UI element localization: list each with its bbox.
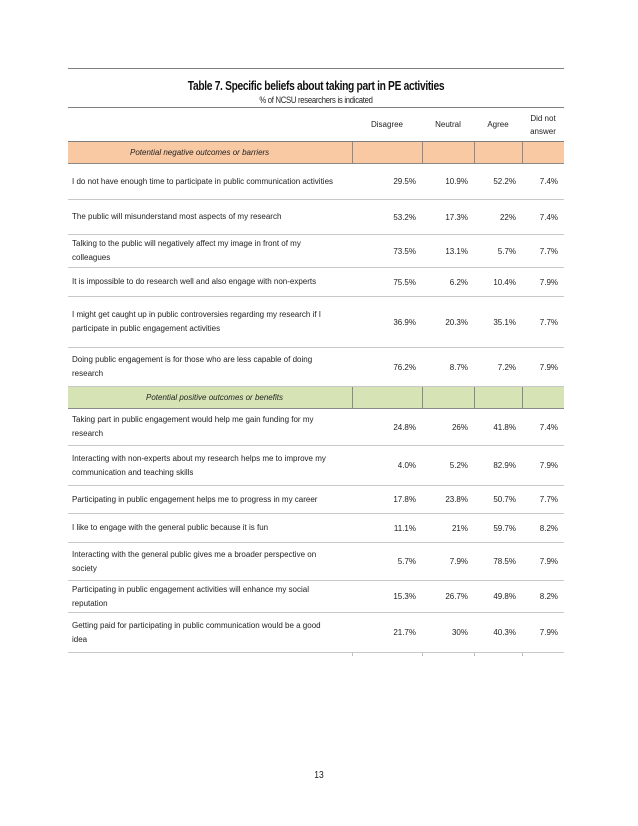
table-row xyxy=(68,200,564,235)
neutral-cell: 20.3% xyxy=(422,297,474,348)
table-subtitle: % of NCSU researchers is indicated xyxy=(259,95,373,105)
disagree-cell: 29.5% xyxy=(352,164,422,200)
disagree-cell: 75.5% xyxy=(352,268,422,297)
header-neutral: Neutral xyxy=(422,108,474,142)
table-row xyxy=(68,268,564,297)
section-cell xyxy=(352,142,422,164)
beliefs-table xyxy=(68,107,564,656)
section-cell xyxy=(422,387,474,409)
neutral-cell: 5.2% xyxy=(422,446,474,486)
statement-cell: I like to engage with the general public because it is fun xyxy=(68,514,352,543)
did-not-answer-cell: 7.9% xyxy=(522,543,564,581)
disagree-cell: 4.0% xyxy=(352,446,422,486)
header-disagree: Disagree xyxy=(352,108,422,142)
agree-cell: 59.7% xyxy=(474,514,522,543)
header-blank xyxy=(68,108,352,142)
did-not-answer-cell: 7.9% xyxy=(522,268,564,297)
table-row xyxy=(68,348,564,387)
table-row xyxy=(68,543,564,581)
agree-cell: 10.4% xyxy=(474,268,522,297)
neutral-cell: 30% xyxy=(422,613,474,653)
table-row xyxy=(68,514,564,543)
statement-cell: Interacting with non-experts about my research helps me to improve my communication and teaching skills xyxy=(68,446,352,486)
header-did-not-answer xyxy=(522,108,564,142)
neutral-cell: 26% xyxy=(422,409,474,446)
agree-cell: 5.7% xyxy=(474,235,522,268)
did-not-answer-cell: 7.9% xyxy=(522,348,564,387)
table-title: Table 7. Specific beliefs about taking part in PE activities xyxy=(187,79,445,93)
table-row xyxy=(68,164,564,200)
disagree-cell: 24.8% xyxy=(352,409,422,446)
did-not-answer-cell: 7.7% xyxy=(522,235,564,268)
footer-cell xyxy=(68,653,352,657)
statement-cell: Doing public engagement is for those who are less capable of doing research xyxy=(68,348,352,387)
neutral-cell: 13.1% xyxy=(422,235,474,268)
agree-cell: 78.5% xyxy=(474,543,522,581)
did-not-answer-cell: 8.2% xyxy=(522,581,564,613)
did-not-answer-cell: 7.4% xyxy=(522,164,564,200)
did-not-answer-cell: 7.4% xyxy=(522,200,564,235)
header-agree: Agree xyxy=(474,108,522,142)
section-cell xyxy=(422,142,474,164)
section-cell xyxy=(474,387,522,409)
disagree-cell: 5.7% xyxy=(352,543,422,581)
section-cell xyxy=(522,387,564,409)
section-header xyxy=(68,387,564,409)
agree-cell: 49.8% xyxy=(474,581,522,613)
table-title-block xyxy=(68,68,564,105)
did-not-answer-cell: 7.9% xyxy=(522,446,564,486)
agree-cell: 50.7% xyxy=(474,486,522,514)
section-cell xyxy=(352,387,422,409)
statement-cell: It is impossible to do research well and also engage with non-experts xyxy=(68,268,352,297)
statement-cell: Taking part in public engagement would help me gain funding for my research xyxy=(68,409,352,446)
statement-cell: Participating in public engagement activities will enhance my social reputation xyxy=(68,581,352,613)
footer-cell xyxy=(522,653,564,657)
statement-cell: Participating in public engagement helps me to progress in my career xyxy=(68,486,352,514)
did-not-answer-cell: 7.4% xyxy=(522,409,564,446)
did-not-answer-cell: 7.9% xyxy=(522,613,564,653)
neutral-cell: 23.8% xyxy=(422,486,474,514)
section-cell xyxy=(522,142,564,164)
footer-cell xyxy=(474,653,522,657)
header-did-not-answer-text: Did not answer xyxy=(530,113,556,136)
agree-cell: 22% xyxy=(474,200,522,235)
neutral-cell: 21% xyxy=(422,514,474,543)
statement-cell: Talking to the public will negatively affect my image in front of my colleagues xyxy=(68,235,352,268)
statement-cell: The public will misunderstand most aspects of my research xyxy=(68,200,352,235)
disagree-cell: 15.3% xyxy=(352,581,422,613)
disagree-cell: 73.5% xyxy=(352,235,422,268)
agree-cell: 52.2% xyxy=(474,164,522,200)
table-row xyxy=(68,581,564,613)
section-label: Potential negative outcomes or barriers xyxy=(68,142,352,164)
disagree-cell: 76.2% xyxy=(352,348,422,387)
agree-cell: 40.3% xyxy=(474,613,522,653)
agree-cell: 35.1% xyxy=(474,297,522,348)
table-body xyxy=(68,108,564,657)
table-row xyxy=(68,446,564,486)
section-header xyxy=(68,142,564,164)
table-row xyxy=(68,297,564,348)
did-not-answer-cell: 7.7% xyxy=(522,486,564,514)
page-number: 13 xyxy=(314,770,324,781)
statement-cell: I might get caught up in public controversies regarding my research if I participate in public engagement activities xyxy=(68,297,352,348)
footer-cell xyxy=(352,653,422,657)
neutral-cell: 6.2% xyxy=(422,268,474,297)
disagree-cell: 17.8% xyxy=(352,486,422,514)
section-cell xyxy=(474,142,522,164)
table-footer-rule xyxy=(68,653,564,657)
statement-cell: Interacting with the general public gives me a broader perspective on society xyxy=(68,543,352,581)
neutral-cell: 8.7% xyxy=(422,348,474,387)
did-not-answer-cell: 7.7% xyxy=(522,297,564,348)
table-row xyxy=(68,235,564,268)
agree-cell: 41.8% xyxy=(474,409,522,446)
table-row xyxy=(68,409,564,446)
agree-cell: 7.2% xyxy=(474,348,522,387)
table-row xyxy=(68,613,564,653)
statement-cell: I do not have enough time to participate in public communication activities xyxy=(68,164,352,200)
neutral-cell: 17.3% xyxy=(422,200,474,235)
section-label: Potential positive outcomes or benefits xyxy=(68,387,352,409)
neutral-cell: 10.9% xyxy=(422,164,474,200)
disagree-cell: 11.1% xyxy=(352,514,422,543)
disagree-cell: 21.7% xyxy=(352,613,422,653)
statement-cell: Getting paid for participating in public communication would be a good idea xyxy=(68,613,352,653)
table-row xyxy=(68,486,564,514)
neutral-cell: 26.7% xyxy=(422,581,474,613)
agree-cell: 82.9% xyxy=(474,446,522,486)
neutral-cell: 7.9% xyxy=(422,543,474,581)
disagree-cell: 36.9% xyxy=(352,297,422,348)
header-row xyxy=(68,108,564,142)
footer-cell xyxy=(422,653,474,657)
disagree-cell: 53.2% xyxy=(352,200,422,235)
did-not-answer-cell: 8.2% xyxy=(522,514,564,543)
